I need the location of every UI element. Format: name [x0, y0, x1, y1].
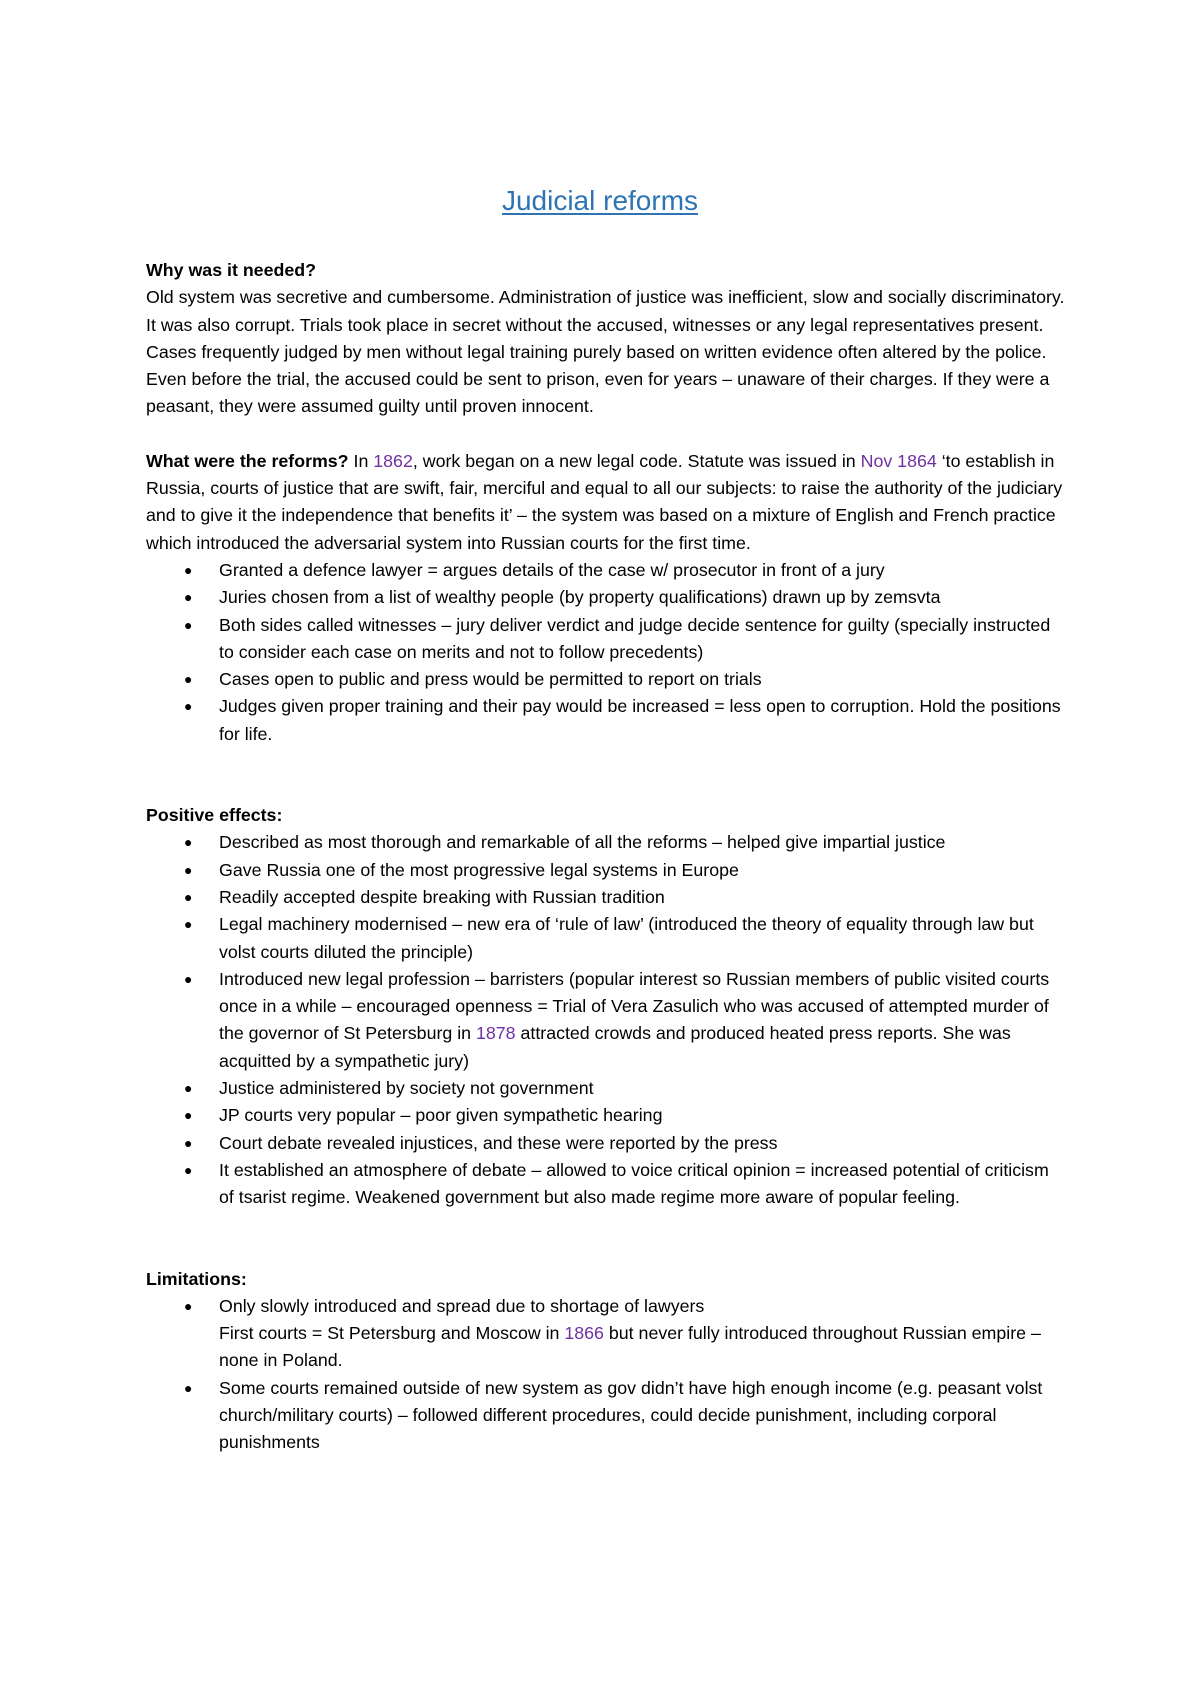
list-item: ● JP courts very popular – poor given sympathetic hearing: [146, 1102, 1066, 1129]
section-positive-effects: [146, 802, 1066, 1211]
list-item: ● Described as most thorough and remarkable of all the reforms – helped give impartial justice: [146, 829, 1066, 856]
bullet-icon: ●: [184, 970, 193, 987]
list-item: ● Court debate revealed injustices, and these were reported by the press: [146, 1130, 1066, 1157]
bullet-icon: ●: [184, 1080, 193, 1097]
date-nov-1864: Nov 1864: [860, 450, 937, 471]
section-body-why-needed: Old system was secretive and cumbersome. Administration of justice was inefficient, slow and socially discriminatory. It was also corrupt. Trials took place in secret without the accused, witnesses or any legal representatives present. Cases frequently judged by men without legal training purely based on written evidence often altered by the police. Even before the trial, the accused could be sent to prison, even for years – unaware of their charges. If they were a peasant, they were assumed guilty until proven innocent.: [146, 287, 1065, 417]
list-item: ● Cases open to public and press would be permitted to report on trials: [146, 666, 1066, 693]
bullet-icon: ●: [184, 589, 193, 606]
bullet-icon: ●: [184, 888, 193, 905]
list-item: ● Granted a defence lawyer = argues details of the case w/ prosecutor in front of a jury: [146, 557, 1066, 584]
reforms-intro: [146, 448, 1066, 557]
bullet-icon: ●: [184, 916, 193, 933]
section-heading-why-needed: Why was it needed?: [146, 260, 316, 280]
list-item: ● Gave Russia one of the most progressive legal systems in Europe: [146, 857, 1066, 884]
list-item: ● It established an atmosphere of debate – allowed to voice critical opinion = increased potential of criticism of tsarist regime. Weakened government but also made regime more aware of popular feeling.: [146, 1157, 1066, 1212]
bullet-icon: ●: [184, 1379, 193, 1396]
bullet-icon: ●: [184, 834, 193, 851]
bullet-icon: ●: [184, 1107, 193, 1124]
list-item: ● Both sides called witnesses – jury deliver verdict and judge decide sentence for guilty (specially instructed to consider each case on merits and not to follow precedents): [146, 612, 1066, 667]
list-item: ● Readily accepted despite breaking with Russian tradition: [146, 884, 1066, 911]
bullet-icon: ●: [184, 671, 193, 688]
section-heading-limitations: Limitations:: [146, 1268, 247, 1289]
positive-effects-bullet-list: [146, 829, 1066, 1211]
bullet-icon: ●: [184, 1134, 193, 1151]
reforms-intro-text-a: In: [348, 450, 374, 471]
reforms-intro-text-c: ‘to establish in Russia, courts of justice that are swift, fair, merciful and equal to all our subjects: to raise the authority of the judiciary and to give it the independence that benefits it’ – the system was based on a mixture of English and French practice which introduced the adversarial system into Russian courts for the first time.: [146, 450, 1063, 553]
section-reforms: [146, 448, 1066, 748]
section-why-needed: [146, 257, 1066, 421]
limitations-bullet-list: [146, 1293, 1066, 1457]
list-item: ● Justice administered by society not government: [146, 1075, 1066, 1102]
date-1878: 1878: [476, 1023, 516, 1044]
bullet-icon: ●: [184, 1161, 193, 1178]
date-1862: 1862: [373, 450, 413, 471]
section-limitations: [146, 1266, 1066, 1457]
list-item: ● Judges given proper training and their pay would be increased = less open to corruption. Hold the positions for life.: [146, 693, 1066, 748]
list-item: ● Introduced new legal profession – barristers (popular interest so Russian members of public visited courts once in a while – encouraged openness = Trial of Vera Zasulich who was accused of attempted murder of the governor of St Petersburg in 1878 attracted crowds and produced heated press reports. She was acquitted by a sympathetic jury): [146, 966, 1066, 1075]
reforms-intro-text-b: , work began on a new legal code. Statute was issued in: [412, 450, 861, 471]
document-body: [146, 257, 1066, 1457]
list-item: ● Juries chosen from a list of wealthy people (by property qualifications) drawn up by zemsvta: [146, 584, 1066, 611]
bullet-icon: ●: [184, 561, 193, 578]
section-heading-positive-effects: Positive effects:: [146, 805, 283, 826]
bullet-icon: ●: [184, 698, 193, 715]
date-1866: 1866: [564, 1323, 604, 1344]
bullet-icon: ●: [184, 1297, 193, 1314]
section-heading-reforms: What were the reforms?: [146, 450, 349, 471]
list-item: ● Only slowly introduced and spread due to shortage of lawyers First courts = St Petersburg and Moscow in 1866 but never fully introduced throughout Russian empire – none in Poland.: [146, 1293, 1066, 1375]
bullet-icon: ●: [184, 616, 193, 633]
list-item: ● Legal machinery modernised – new era of ‘rule of law’ (introduced the theory of equality through law but volst courts diluted the principle): [146, 911, 1066, 966]
list-item: ● Some courts remained outside of new system as gov didn’t have high enough income (e.g. peasant volst church/military courts) – followed different procedures, could decide punishment, including corporal punishments: [146, 1375, 1066, 1457]
reforms-bullet-list: [146, 557, 1066, 748]
page-title: Judicial reforms: [501, 185, 699, 216]
bullet-icon: ●: [184, 861, 193, 878]
